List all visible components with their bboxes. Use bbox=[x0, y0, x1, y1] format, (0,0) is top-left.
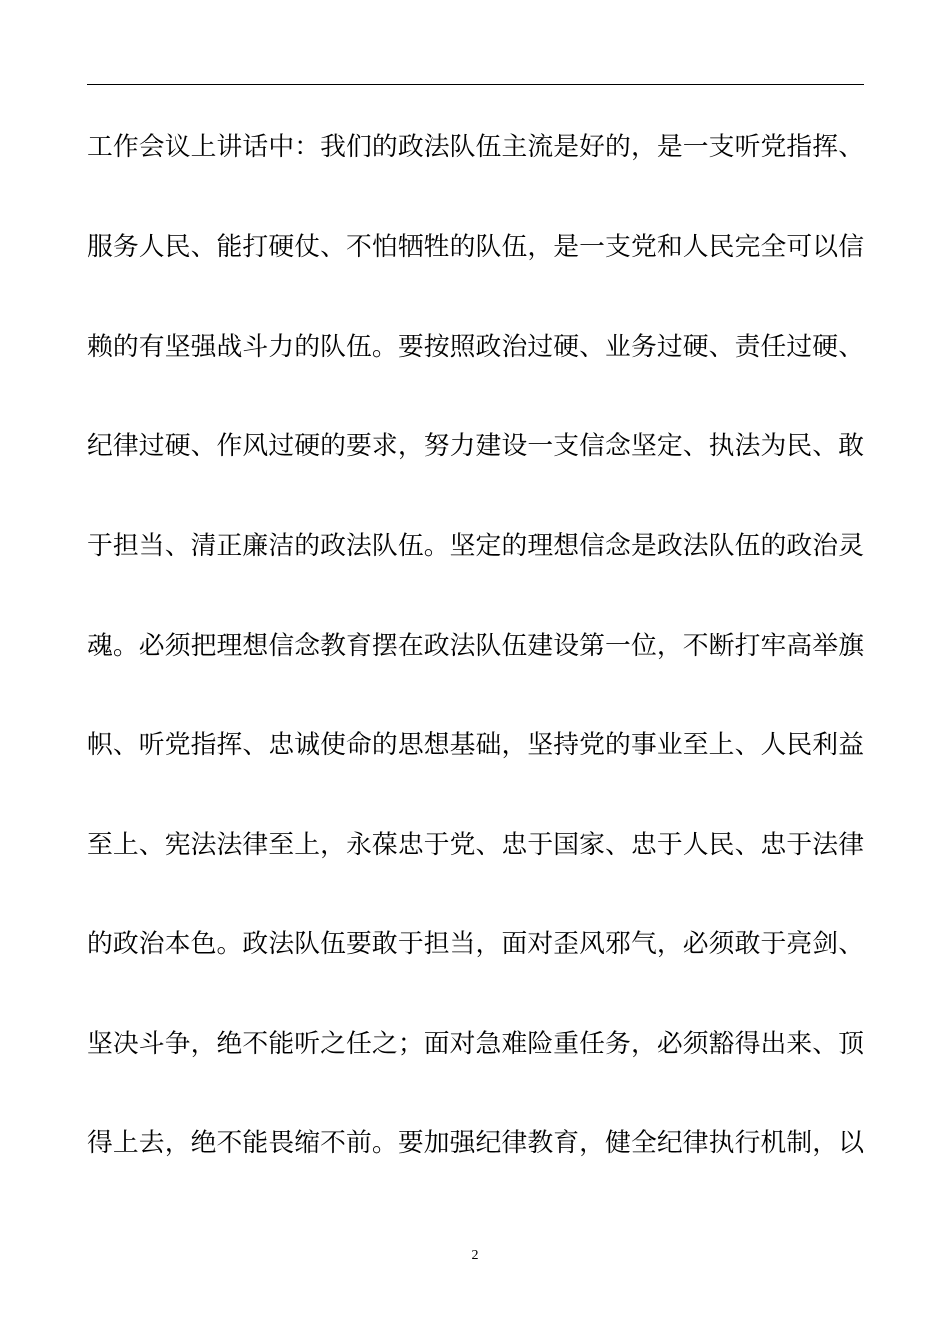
text-line: 服务人民、能打硬仗、不怕牺牲的队伍，是一支党和人民完全可以信 bbox=[87, 232, 864, 262]
text-line: 至上、宪法法律至上，永葆忠于党、忠于国家、忠于人民、忠于法律 bbox=[87, 830, 864, 860]
text-line: 工作会议上讲话中：我们的政法队伍主流是好的，是一支听党指挥、 bbox=[87, 132, 864, 162]
header-rule bbox=[87, 84, 864, 85]
text-line: 赖的有坚强战斗力的队伍。要按照政治过硬、业务过硬、责任过硬、 bbox=[87, 332, 864, 362]
text-line: 于担当、清正廉洁的政法队伍。坚定的理想信念是政法队伍的政治灵 bbox=[87, 531, 864, 561]
text-line: 魂。必须把理想信念教育摆在政法队伍建设第一位，不断打牢高举旗 bbox=[87, 631, 864, 661]
page-number: 2 bbox=[471, 1248, 479, 1263]
text-line: 帜、听党指挥、忠诚使命的思想基础，坚持党的事业至上、人民利益 bbox=[87, 730, 864, 760]
text-line: 得上去，绝不能畏缩不前。要加强纪律教育，健全纪律执行机制，以 bbox=[87, 1128, 864, 1158]
text-line: 的政治本色。政法队伍要敢于担当，面对歪风邪气，必须敢于亮剑、 bbox=[87, 929, 864, 959]
text-line: 坚决斗争，绝不能听之任之；面对急难险重任务，必须豁得出来、顶 bbox=[87, 1029, 864, 1059]
text-line: 纪律过硬、作风过硬的要求，努力建设一支信念坚定、执法为民、敢 bbox=[87, 431, 864, 461]
